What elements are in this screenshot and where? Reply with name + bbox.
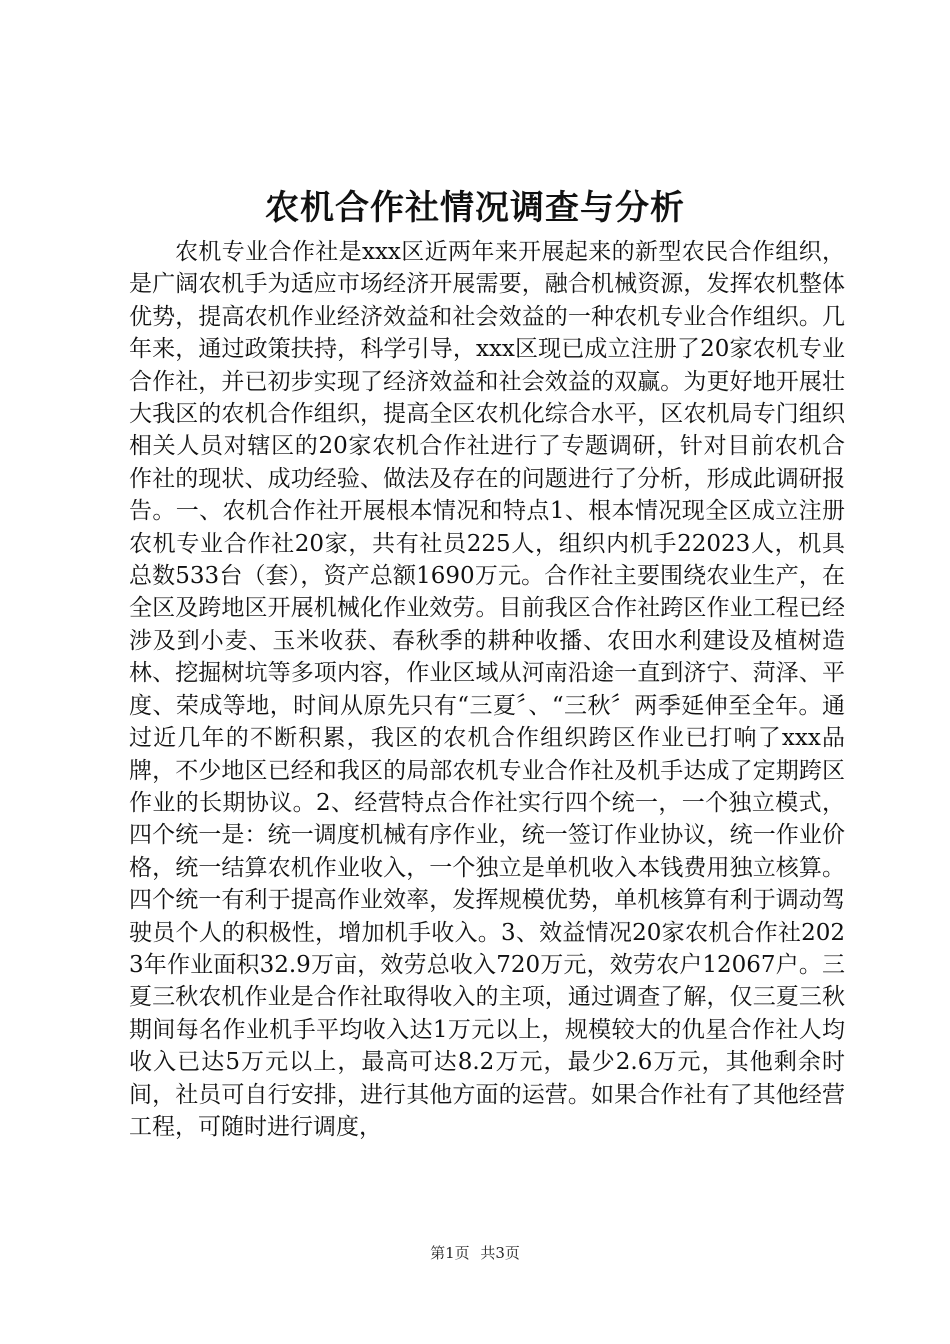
page-number: 第1页 [430, 1244, 470, 1262]
page-footer [0, 1242, 950, 1264]
document-title: 农机合作社情况调查与分析 [265, 188, 685, 228]
document-body: 农机专业合作社是xxx区近两年来开展起来的新型农民合作组织，是广阔农机手为适应市场经济开展需要，融合机械资源，发挥农机整体优势，提高农机作业经济效益和社会效益的一种农机专业合作组织。几年来，通过政策扶持，科学引导，xxx区现已成立注册了20家农机专业合作社，并已初步实现了经济效益和社会效益的双赢。为更好地开展壮大我区的农机合作组织，提高全区农机化综合水平，区农机局专门组织相关人员对辖区的20家农机合作社进行了专题调研，针对目前农机合作社的现状、成功经验、做法及存在的问题进行了分析，形成此调研报告。一、农机合作社开展根本情况和特点1、根本情况现全区成立注册农机专业合作社20家，共有社员225人，组织内机手22023人，机具总数533台（套），资产总额1690万元。合作社主要围绕农业生产，在全区及跨地区开展机械化作业效劳。目前我区合作社跨区作业工程已经涉及到小麦、玉米收获、春秋季的耕种收播、农田水利建设及植树造林、挖掘树坑等多项内容，作业区域从河南沿途一直到济宁、菏泽、平度、荣成等地，时间从原先只有“三夏〞、“三秋〞两季延伸至全年。通过近几年的不断积累，我区的农机合作组织跨区作业已打响了xxx品牌，不少地区已经和我区的局部农机专业合作社及机手达成了定期跨区作业的长期协议。2、经营特点合作社实行四个统一，一个独立模式，四个统一是：统一调度机械有序作业，统一签订作业协议，统一作业价格，统一结算农机作业收入，一个独立是单机收入本钱费用独立核算。四个统一有利于提高作业效率，发挥规模优势，单机核算有利于调动驾驶员个人的积极性，增加机手收入。3、效益情况20家农机合作社2023年作业面积32.9万亩，效劳总收入720万元，效劳农户12067户。三夏三秋农机作业是合作社取得收入的主项，通过调查了解，仅三夏三秋期间每名作业机手平均收入达1万元以上，规模较大的仇星合作社人均收入已达5万元以上，最高可达8.2万元，最少2.6万元，其他剩余时间，社员可自行安排，进行其他方面的运营。如果合作社有了其他经营工程，可随时进行调度， [129, 239, 845, 1140]
page-total: 共3页 [480, 1244, 520, 1262]
